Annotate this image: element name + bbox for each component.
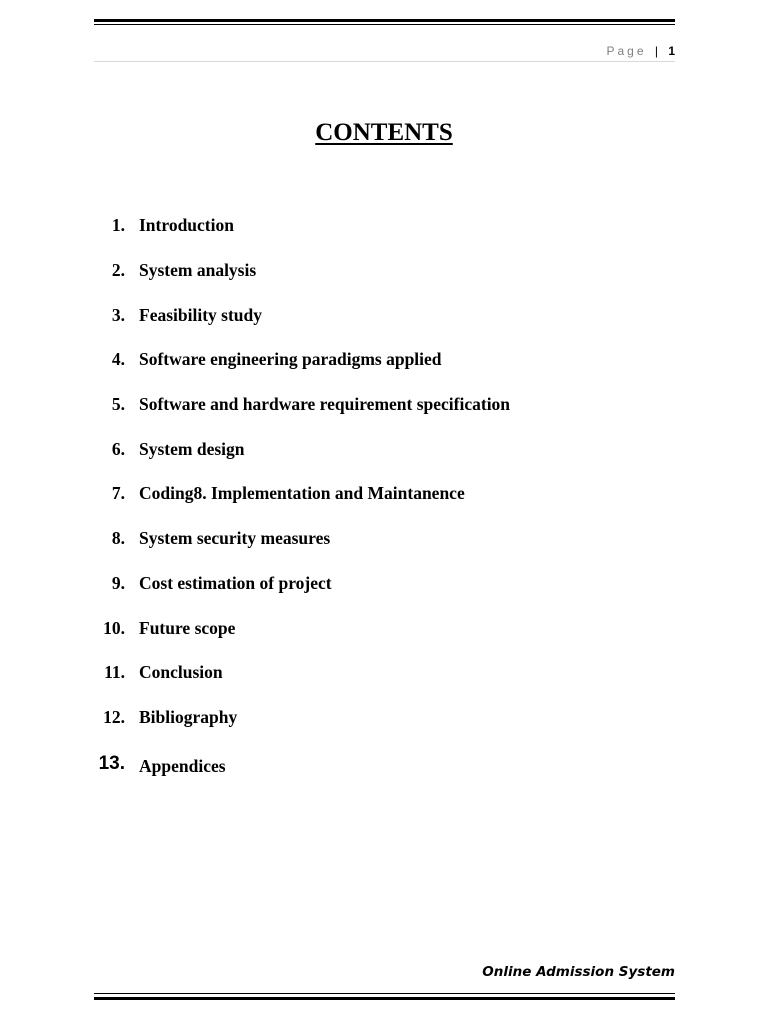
toc-item — [0, 257, 700, 283]
footer-rule-thin — [94, 993, 675, 994]
toc-item-label: Introduction — [139, 215, 234, 235]
toc-item — [0, 302, 700, 328]
toc-item-label: Coding8. Implementation and Maintanence — [139, 483, 465, 503]
footer-title: Online Admission System — [482, 964, 675, 980]
toc-item-number: 3. — [111, 305, 125, 325]
toc-item-label: System analysis — [139, 260, 257, 280]
toc-item-label: Software and hardware requirement specification — [139, 394, 511, 414]
page-separator: | — [654, 44, 658, 58]
toc-item-number: 6. — [111, 439, 125, 459]
toc-item-label: Appendices — [139, 756, 226, 776]
page-number-value: 1 — [668, 44, 675, 58]
toc-item-label: Cost estimation of project — [139, 573, 332, 593]
page-title: CONTENTS — [315, 119, 453, 146]
toc-item-number: 8. — [111, 528, 125, 548]
toc-item-number: 9. — [111, 573, 125, 593]
toc-item-label: Future scope — [139, 618, 236, 638]
toc-item-number: 12. — [103, 707, 125, 727]
toc-item-label: System design — [139, 439, 245, 459]
toc-item-number: 4. — [111, 349, 125, 369]
footer-rule-thick — [94, 997, 675, 1000]
toc-item-number: 11. — [104, 662, 125, 682]
toc-item-number: 1. — [111, 215, 125, 235]
toc-item-label: Conclusion — [139, 662, 223, 682]
toc-item — [0, 570, 700, 596]
toc-item — [0, 212, 700, 238]
toc-item-number: 2. — [111, 260, 125, 280]
toc-item-number: 5. — [111, 394, 125, 414]
toc-item-number: 13. — [98, 753, 125, 774]
toc-item-label: Bibliography — [139, 707, 238, 727]
toc-item-label: Software engineering paradigms applied — [139, 349, 442, 369]
toc-item-label: Feasibility study — [139, 305, 263, 325]
toc-item — [0, 436, 700, 462]
toc-item-number: 7. — [111, 483, 125, 503]
toc-item — [0, 659, 700, 685]
toc-item — [0, 615, 700, 641]
toc-item — [0, 753, 700, 779]
toc-item-number: 10. — [103, 618, 125, 638]
toc-item — [0, 525, 700, 551]
toc-item — [0, 391, 700, 417]
toc-item-label: System security measures — [139, 528, 331, 548]
toc-item — [0, 480, 700, 506]
page-label: Page — [606, 44, 647, 58]
toc-item — [0, 346, 700, 372]
toc-item — [0, 704, 700, 730]
